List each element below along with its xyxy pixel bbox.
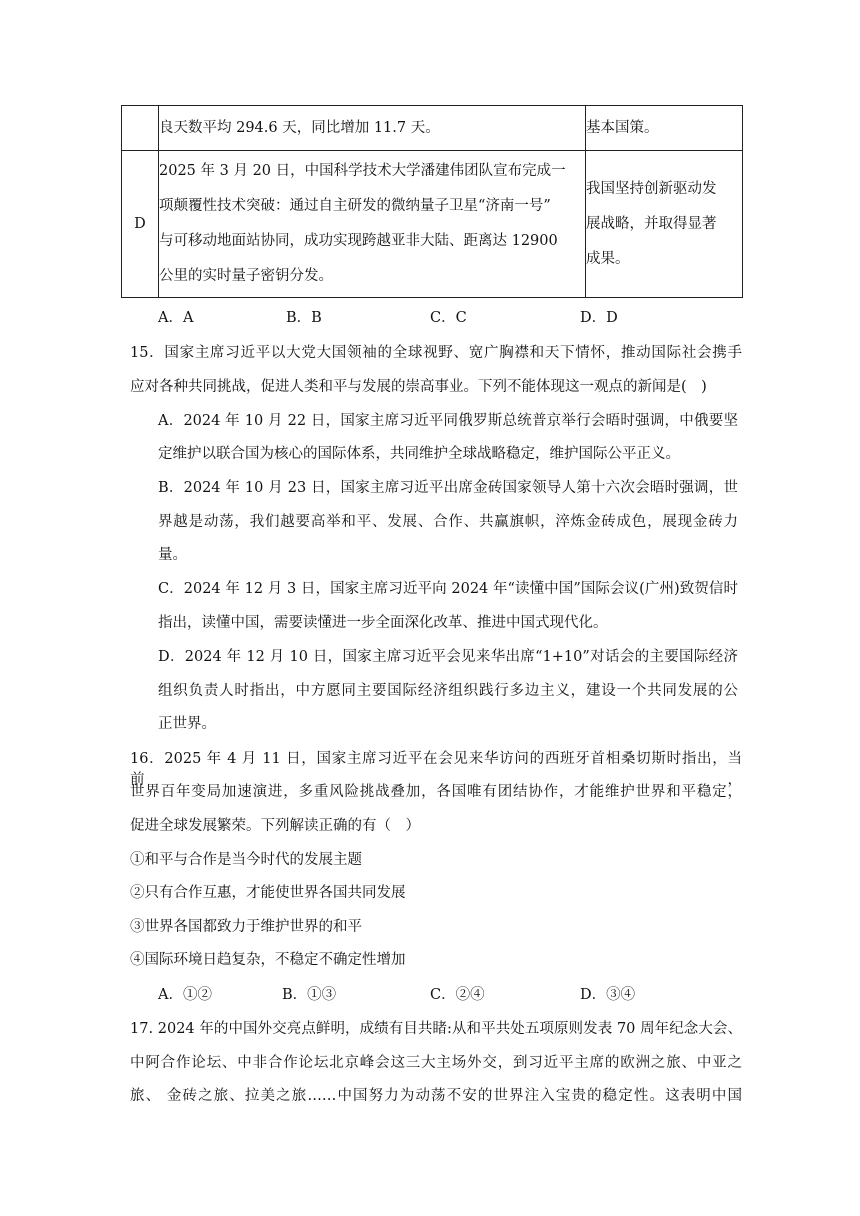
q15-stem-line: 应对各种共同挑战，促进人类和平与发展的崇高事业。下列不能体现这一观点的新闻是( ) [130, 379, 707, 395]
viewpoint-cell [586, 151, 743, 298]
q16-stem-line: 16．2025 年 4 月 11 日，国家主席习近平在会见来华访问的西班牙首相桑切斯时指出，当前， [130, 751, 742, 788]
row-label: D [122, 151, 159, 298]
q16-options [158, 983, 758, 1007]
q15-option-a-line[interactable]: 定维护以联合国为核心的国际体系，共同维护全球战略稳定，维护国际公平正义。 [158, 446, 680, 462]
row-label [122, 106, 159, 151]
q16-stem-line: 促进全球发展繁荣。下列解读正确的有（ ） [130, 818, 420, 834]
viewpoint-line: 我国坚持创新驱动发 [586, 180, 717, 197]
material-cell: 良天数平均 294.6 天，同比增加 11.7 天。 [159, 106, 586, 151]
option-b[interactable]: B．①③ [282, 987, 337, 1003]
q14-options [158, 306, 758, 330]
option-c[interactable]: C．②④ [430, 987, 485, 1003]
option-d[interactable]: D．③④ [580, 987, 636, 1003]
option-a[interactable]: A．①② [158, 987, 212, 1003]
q15-option-c-line[interactable]: C．2024 年 12 月 3 日，国家主席习近平向 2024 年“读懂中国”国际会议(广州)致贺信时 [158, 581, 738, 597]
q16-item: ③世界各国都致力于维护世界的和平 [130, 919, 362, 935]
q15-option-d-line[interactable]: 正世界。 [158, 716, 216, 732]
option-d[interactable]: D．D [580, 310, 618, 326]
q17-stem-line: 旅、 金砖之旅、拉美之旅……中国努力为动荡不安的世界注入宝贵的稳定性。这表明中国 [130, 1088, 742, 1104]
viewpoint-line: 展战略，并取得显著 [586, 215, 717, 232]
q16-stem-line: 世界百年变局加速演进，多重风险挑战叠加，各国唯有团结协作，才能维护世界和平稳定， [130, 784, 742, 800]
q15-option-a-line[interactable]: A．2024 年 10 月 22 日，国家主席习近平同俄罗斯总统普京举行会晤时强调，中俄要坚 [158, 413, 738, 429]
question-14-table [121, 105, 743, 298]
q15-option-b-line[interactable]: B．2024 年 10 月 23 日，国家主席习近平出席金砖国家领导人第十六次会晤时强调，世 [158, 480, 738, 496]
q15-option-b-line[interactable]: 界越是动荡，我们越要高举和平、发展、合作、共赢旗帜，淬炼金砖成色，展现金砖力 [158, 514, 738, 530]
q15-option-b-line[interactable]: 量。 [158, 547, 187, 563]
q15-option-d-line[interactable]: 组织负责人时指出，中方愿同主要国际经济组织践行多边主义，建设一个共同发展的公 [158, 683, 738, 699]
viewpoint-cell: 基本国策。 [586, 106, 743, 151]
table-row [122, 151, 743, 298]
table-row [122, 106, 743, 151]
q16-item: ②只有合作互惠，才能使世界各国共同发展 [130, 885, 406, 901]
q15-option-d-line[interactable]: D．2024 年 12 月 10 日，国家主席习近平会见来华出席“1+10”对话会的主要国际经济 [158, 649, 738, 665]
option-a[interactable]: A．A [158, 310, 194, 326]
q16-item: ④国际环境日趋复杂，不稳定不确定性增加 [130, 952, 406, 968]
q17-stem-line: 17. 2024 年的中国外交亮点鲜明，成绩有目共睹:从和平共处五项原则发表 70 周年纪念大会、 [130, 1021, 742, 1037]
material-line: 2025 年 3 月 20 日，中国科学技术大学潘建伟团队宣布完成一 [159, 163, 566, 179]
material-line: 与可移动地面站协同，成功实现跨越亚非大陆、距离达 12900 [159, 233, 558, 249]
material-cell [159, 151, 586, 298]
q15-stem-line: 15．国家主席习近平以大党大国领袖的全球视野、宽广胸襟和天下情怀，推动国际社会携手 [130, 345, 742, 361]
option-b[interactable]: B．B [286, 310, 322, 326]
material-line: 项颠覆性技术突破：通过自主研发的微纳量子卫星“济南一号” [159, 198, 551, 214]
q17-stem-line: 中阿合作论坛、中非合作论坛北京峰会这三大主场外交，到习近平主席的欧洲之旅、中亚之 [130, 1055, 742, 1071]
option-c[interactable]: C．C [430, 310, 467, 326]
q15-option-c-line[interactable]: 指出，读懂中国，需要读懂进一步全面深化改革、推进中国式现代化。 [158, 615, 608, 631]
q16-item: ①和平与合作是当今时代的发展主题 [130, 852, 362, 868]
material-line: 公里的实时量子密钥分发。 [159, 268, 333, 284]
viewpoint-line: 成果。 [586, 250, 630, 267]
